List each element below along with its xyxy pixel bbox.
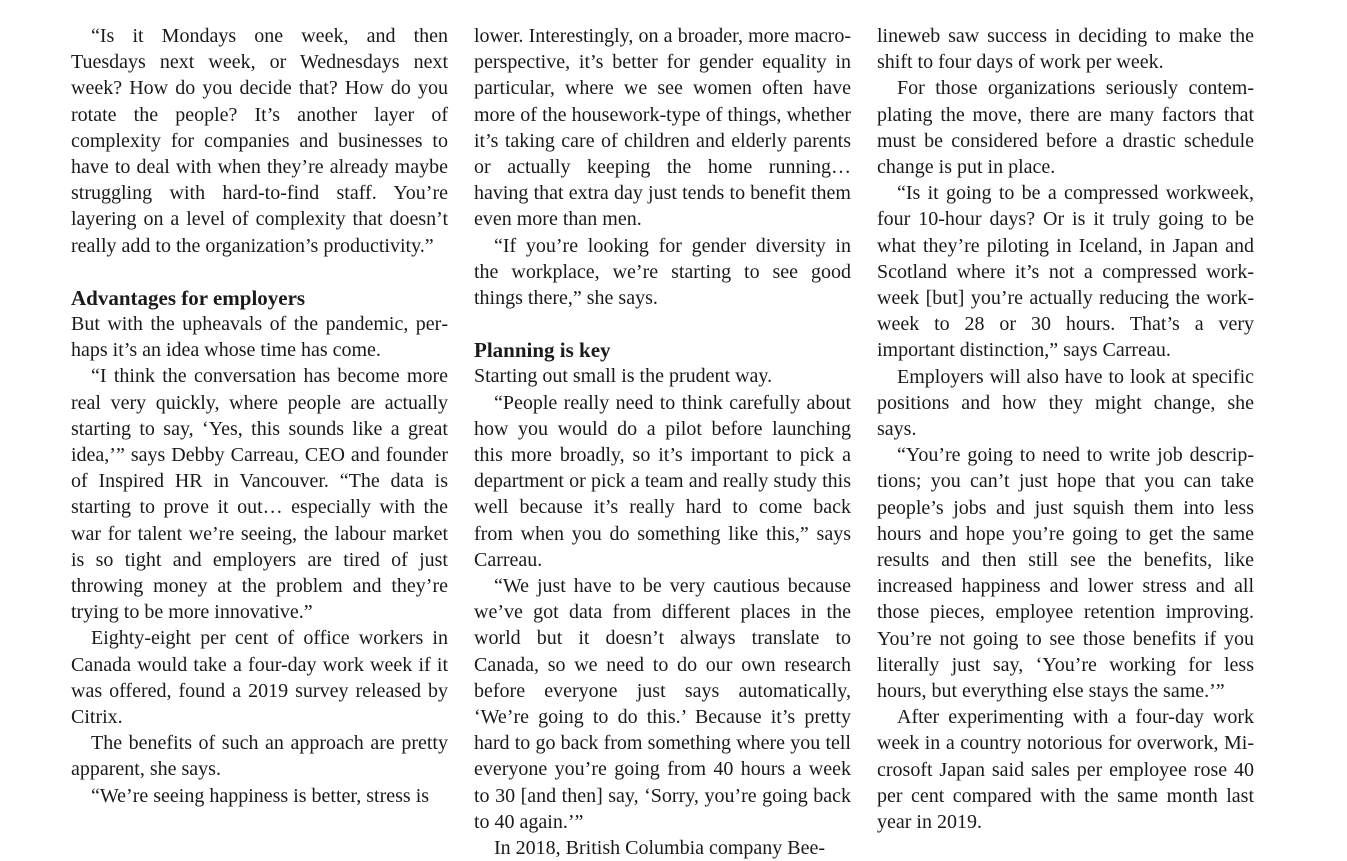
paragraph: After experimenting with a four-day work week in a country notorious for overwork, Microsoft Japan said sales per employee rose 40 per cent compared with the same month last year in 2019. (877, 706, 1254, 834)
section-heading-advantages: Advantages for employers (71, 285, 306, 310)
paragraph: lineweb saw success in deciding to make the shift to four days of work per week. (877, 25, 1254, 74)
paragraph: “Is it Mondays one week, and then Tuesdays next week, or Wednesdays next week? How do you decide that? How do you rotate the people? It’s another layer of complexity for companies and businesses to have to deal with when they’re already maybe struggling with hard-to-find staff. You’re layering on a level of complexity that doesn’t really add to the organization’s productivity.” (71, 25, 448, 257)
paragraph: “Is it going to be a compressed workweek, four 10-hour days? Or is it truly going to be what they’re piloting in Iceland, in Japan and Scotland where it’s not a compressed workweek [but] you’re actually reducing the workweek to 28 or 30 hours. That’s a very important distinction,” says Carreau. (877, 182, 1254, 362)
section-heading-planning: Planning is key (474, 338, 611, 363)
paragraph: Employers will also have to look at specific positions and how they might change, she says. (877, 365, 1254, 441)
paragraph: “You’re going to need to write job descriptions; you can’t just hope that you can take people’s jobs and just squish them into less hours and hope you’re going to get the same results and then still see the benefits, like increased happiness and lower stress and all those pieces, employee retention improving. You’re not going to see those benefits if you literally just say, ‘You’re working for less hours, but everything else stays the same.’” (877, 444, 1254, 703)
paragraph: Eighty-eight per cent of office workers in Canada would take a four-day work week if it was offered, found a 2019 survey released by Citrix. (71, 627, 448, 729)
paragraph: “If you’re looking for gender diversity in the workplace, we’re starting to see good things there,” she says. (474, 234, 851, 310)
paragraph: lower. Interestingly, on a broader, more macro-perspective, it’s better for gender equality in particular, where we see women often have more of the housework-type of things, whether it’s taking care of children and elderly parents or actually keeping the home running… having that extra day just tends to benefit them even more than men. (474, 25, 851, 231)
paragraph: “We just have to be very cautious because we’ve got data from different places in the world but it doesn’t always translate to Canada, so we need to do our own research before everyone just says automatically, ‘We’re going to do this.’ Because it’s pretty hard to go back from something where you tell everyone you’re going from 40 hours a week to 30 [and then] say, ‘Sorry, you’re going back to 40 again.’” (474, 575, 851, 833)
paragraph: The benefits of such an approach are pretty apparent, she says. (71, 732, 448, 781)
paragraph: But with the upheavals of the pandemic, perhaps it’s an idea whose time has come. (71, 313, 448, 362)
paragraph: In 2018, British Columbia company Bee- (494, 837, 826, 860)
article-column-3 (877, 23, 1254, 835)
article-column-1 (71, 23, 448, 809)
paragraph: “People really need to think carefully about how you would do a pilot before launching this more broadly, so it’s important to pick a department or pick a team and really study this well because it’s really hard to come back from when you do something like this,” says Carreau. (474, 391, 851, 571)
paragraph: “I think the conversation has become more real very quickly, where people are actually starting to say, ‘Yes, this sounds like a great idea,’” says Debby Carreau, CEO and founder of Inspired HR in Vancouver. “The data is starting to prove it out… especially with the war for talent we’re seeing, the labour market is so tight and employers are tired of just throwing money at the problem and they’re trying to be more innovative.” (71, 365, 448, 624)
article-column-2 (474, 23, 851, 861)
paragraph: For those organizations seriously contemplating the move, there are many factors that must be considered before a drastic schedule change is put in place. (877, 77, 1254, 179)
paragraph: “We’re seeing happiness is better, stress is (91, 784, 430, 807)
paragraph: Starting out small is the prudent way. (474, 365, 773, 388)
